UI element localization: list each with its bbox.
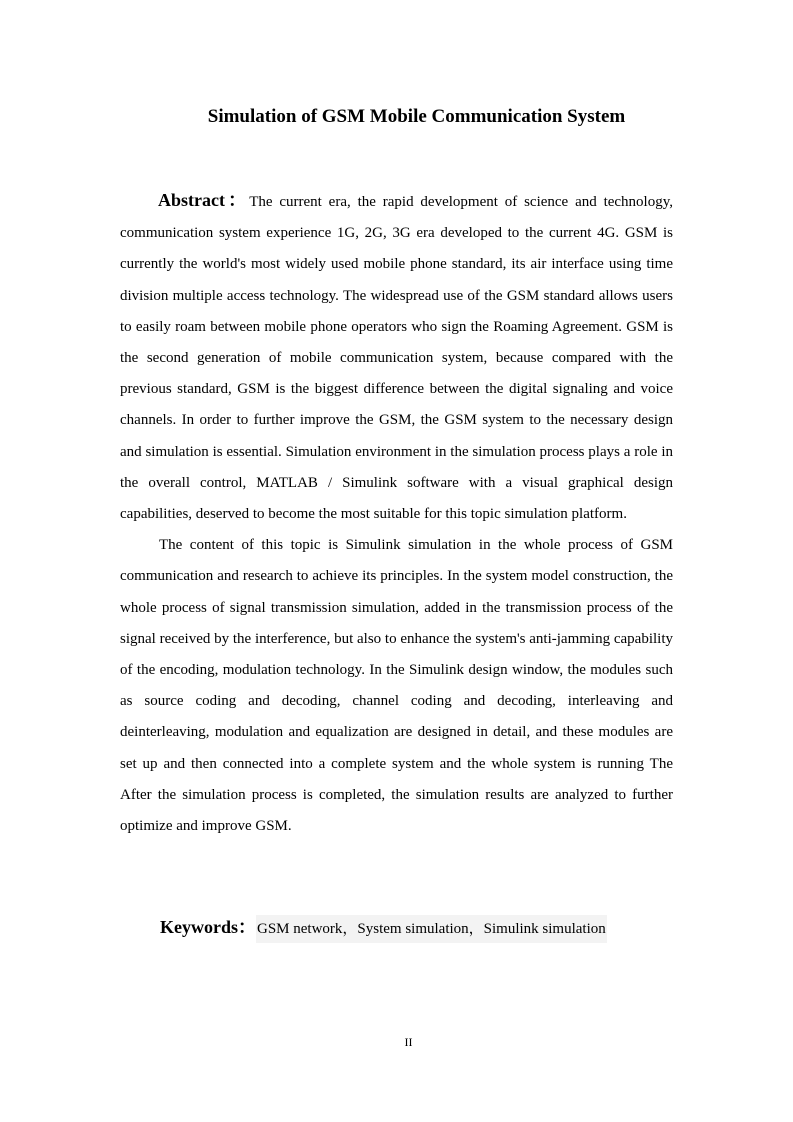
keywords-line	[160, 912, 607, 944]
keywords-label: Keywords：	[160, 917, 256, 937]
keywords-values: GSM network，System simulation，Simulink simulation	[256, 915, 607, 943]
abstract-paragraph-1-text: The current era, the rapid development of science and technology, communication system experience 1G, 2G, 3G era developed to the current 4G. GSM is currently the world's most widely used mobile phone standard, its air interface using time division multiple access technology. The widespread use of the GSM standard allows users to easily roam between mobile phone operators who sign the Roaming Agreement. GSM is the second generation of mobile communication system, because compared with the previous standard, GSM is the biggest difference between the digital signaling and voice channels. In order to further improve the GSM, the GSM system to the necessary design and simulation is essential. Simulation environment in the simulation process plays a role in the overall control, MATLAB / Simulink software with a visual graphical design capabilities, deserved to become the most suitable for this topic simulation platform.	[120, 194, 673, 523]
abstract-label: Abstract：	[158, 190, 250, 210]
page-number: II	[404, 1035, 413, 1049]
abstract-section	[120, 185, 673, 842]
abstract-paragraph-1	[120, 185, 673, 530]
abstract-paragraph-2: The content of this topic is Simulink simulation in the whole process of GSM communication and research to achieve its principles. In the system model construction, the whole process of signal transmission simulation, added in the transmission process of the signal received by the interference, but also to enhance the system's anti-jamming capability of the encoding, modulation technology. In the Simulink design window, the modules such as source coding and decoding, channel coding and decoding, interleaving and deinterleaving, modulation and equalization are designed in detail, and these modules are set up and then connected into a complete system and the whole system is running The After the simulation process is completed, the simulation results are analyzed to further optimize and improve GSM.	[120, 537, 673, 835]
document-title: Simulation of GSM Mobile Communication System	[207, 106, 626, 127]
